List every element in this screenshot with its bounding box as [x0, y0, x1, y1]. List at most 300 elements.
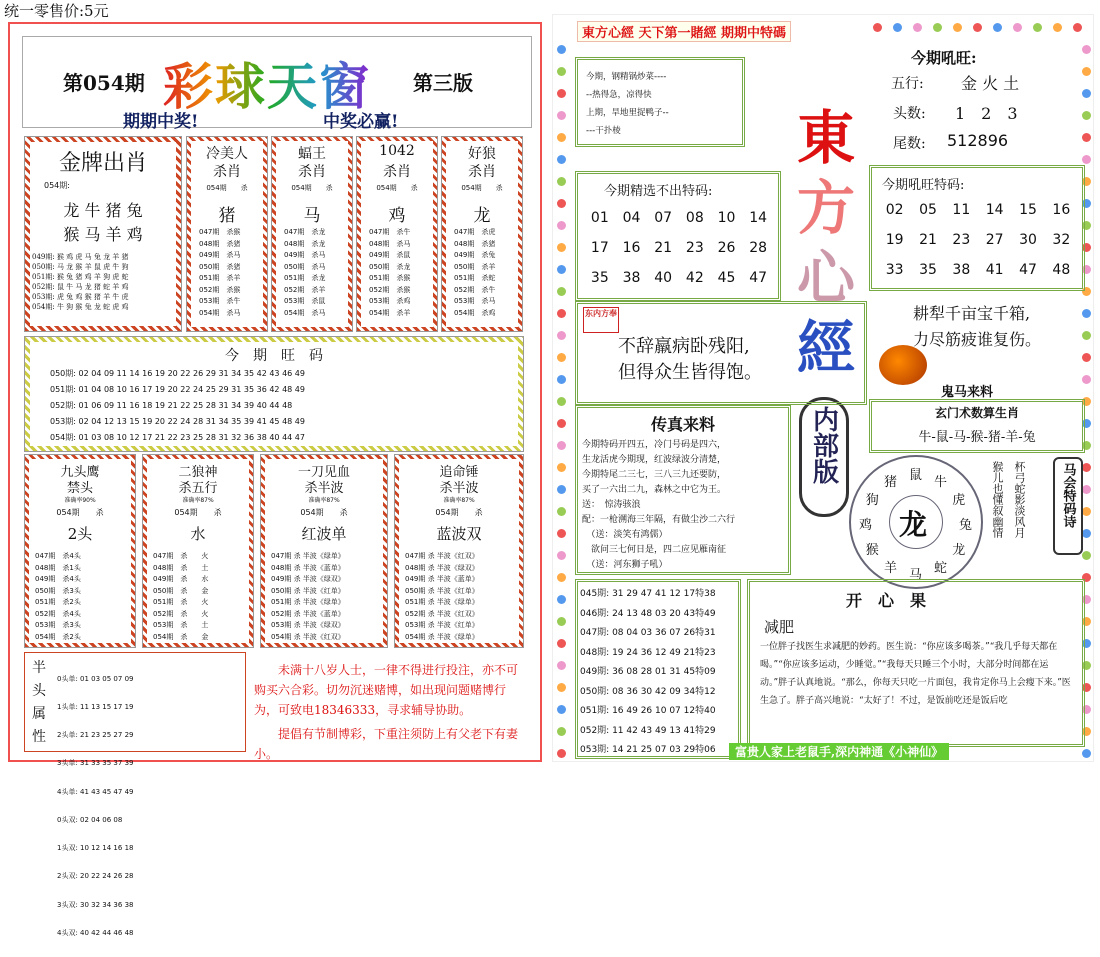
tiger-icon [879, 345, 927, 385]
subtitle-badge: 内部版 [799, 397, 849, 517]
kill-history-row: 051期 杀蛇 [454, 274, 496, 282]
kill-history-row: 049期 杀鼠 [369, 251, 411, 259]
title-char: 方 [796, 174, 855, 242]
half-row: 3头双: 30 32 34 36 38 [57, 900, 134, 909]
zodiac-wheel [849, 455, 983, 589]
wang-box [24, 336, 524, 452]
flower-icon [1082, 749, 1091, 758]
chuanzhen-title: 传真来料 [650, 415, 715, 434]
number-cell: 21 [919, 232, 937, 248]
hou-grid [878, 202, 1078, 278]
number-cell: 35 [919, 262, 937, 278]
kill-history [284, 227, 325, 319]
kill-main: 龙 [473, 206, 491, 226]
couplet [913, 301, 1041, 353]
title-char: 心 [796, 244, 855, 312]
flower-icon [557, 705, 566, 714]
lower-kill-box [142, 454, 254, 648]
wheel-zodiac: 虎 [952, 493, 966, 508]
flower-icon [557, 419, 566, 428]
history-box [575, 579, 741, 759]
lower-history-row: 047期 杀 火 [153, 552, 209, 560]
number-cell: 10 [717, 210, 736, 226]
wheel-center: 龙 [899, 508, 928, 541]
half-row: 3头单: 31 33 35 37 39 [57, 759, 134, 768]
flower-icon [557, 67, 566, 76]
wheel-zodiac: 羊 [884, 561, 898, 577]
lower-history-row: 049期 杀 半波《绿双》 [271, 575, 345, 583]
half-row: 0头单: 01 03 05 07 09 [57, 674, 134, 683]
kill-history-row: 052期 杀牛 [454, 285, 496, 294]
number-cell: 28 [749, 240, 768, 256]
number-cell: 30 [1019, 232, 1037, 248]
kill-history-row: 051期 杀羊 [199, 274, 241, 282]
lower-history-row: 050期 杀 半波《红单》 [405, 586, 479, 595]
lower-history-row: 053期 杀 半波《绿双》 [271, 621, 345, 629]
number-cell: 23 [685, 240, 704, 256]
kill-title: 冷美人 [206, 146, 248, 162]
flower-icon [557, 155, 566, 164]
poem-box [575, 57, 745, 147]
lower-history-row: 052期 杀 半波《蓝单》 [271, 609, 345, 618]
history-row: 052期: 11 42 43 49 13 41特29 [580, 725, 716, 736]
kill-history-row: 054期 杀羊 [369, 308, 411, 317]
flower-icon [557, 463, 566, 472]
lower-history-row: 051期 杀2头 [35, 598, 81, 606]
kill-zodiac-box [271, 136, 353, 332]
number-cell: 33 [885, 262, 904, 278]
kill-main: 鸡 [388, 206, 406, 226]
number-cell: 23 [952, 232, 971, 248]
kill-issue: 054期 杀 [461, 184, 503, 192]
title-char: 經 [796, 314, 855, 382]
number-cell: 38 [952, 262, 971, 278]
half-head-box [24, 652, 246, 937]
flower-icon [1073, 23, 1082, 32]
wheel-zodiac: 蛇 [934, 561, 948, 577]
flower-icon [557, 111, 566, 120]
wheel-zodiac: 猪 [884, 474, 898, 490]
lower-kill-box [260, 454, 388, 648]
kill-history-row: 052期 杀猴 [369, 285, 411, 294]
number-cell: 08 [685, 210, 704, 226]
lower-title: 九头鹰 [60, 465, 100, 480]
tiger-label: 鬼马来料 [941, 385, 994, 400]
lower-history-row: 049期 杀4头 [35, 575, 81, 583]
flower-icon [557, 287, 566, 296]
flower-icon [893, 23, 902, 32]
lower-subtitle: 禁头 [66, 481, 93, 496]
gold-line1: 龙 牛 猪 兔 [63, 201, 143, 220]
slogan-line: 不辞羸病卧残阳, [618, 336, 750, 357]
history-rows [580, 585, 716, 761]
lower-issue: 054期 杀 [174, 508, 222, 517]
logo: 彩球天窗 [163, 47, 371, 119]
not-out-grid [584, 210, 774, 286]
poem-line: --热得急，凉得快 [586, 90, 652, 100]
history-row: 050期: 08 36 30 42 09 34特12 [580, 686, 716, 697]
number-cell: 21 [654, 240, 673, 256]
flower-icon [557, 683, 566, 692]
lower-history-row: 054期 杀 半波《红双》 [271, 632, 345, 641]
lower-subtitle: 杀半波 [304, 481, 344, 496]
kill-zodiac-box [186, 136, 268, 332]
kill-history-row: 053期 杀鼠 [284, 297, 326, 305]
kill-subtitle: 杀肖 [468, 164, 496, 180]
flower-icon [557, 133, 566, 142]
half-head-label: 半 头 属 性 [32, 660, 46, 745]
lower-history-row: 054期 杀 半波《绿单》 [405, 632, 479, 641]
gold-history-row: 051期: 猴 兔 猪 鸡 羊 狗 虎 蛇 [32, 273, 129, 281]
wheel-zodiac: 兔 [959, 518, 973, 533]
wuxing-value: 金 火 土 [961, 74, 1020, 93]
kill-history-row: 048期 杀猪 [199, 239, 241, 248]
kill-history-row: 050期 杀马 [284, 262, 326, 271]
lower-kill-box [24, 454, 136, 648]
flower-icon [1033, 23, 1042, 32]
flower-icon [557, 45, 566, 54]
lower-history-row: 054期 杀 金 [153, 632, 209, 641]
flower-icon [1053, 23, 1062, 32]
flower-icon [557, 639, 566, 648]
flower-icon [1013, 23, 1022, 32]
lower-title: 追命锤 [439, 465, 479, 480]
flower-icon [557, 353, 566, 362]
lower-history-row: 048期 杀 半波《绿双》 [405, 563, 479, 572]
number-cell: 07 [654, 210, 673, 226]
kill-history-row: 049期 杀马 [284, 251, 326, 259]
kill-history [199, 227, 240, 319]
flower-icon [557, 617, 566, 626]
stamp: 东内方奉 [583, 307, 619, 333]
lower-history-row: 050期 杀 半波《红单》 [271, 586, 345, 595]
kill-history-row: 047期 杀龙 [284, 228, 326, 236]
wuxing-label: 五行: [891, 76, 924, 92]
kill-history-row: 054期 杀鸡 [454, 308, 496, 317]
left-page [8, 22, 542, 937]
kill-history-row: 051期 杀猴 [369, 274, 411, 282]
kill-history-row: 048期 杀猪 [454, 239, 496, 248]
flower-icon [1082, 463, 1091, 472]
not-out-box [575, 171, 781, 301]
lower-title: 一刀见血 [297, 465, 350, 480]
kill-history-row: 050期 杀猪 [199, 262, 241, 271]
half-row: 1头单: 11 13 15 17 19 [57, 703, 134, 712]
half-row: 2头双: 20 22 24 26 28 [57, 872, 134, 881]
kill-history-row: 052期 杀羊 [284, 285, 326, 294]
slogan-box [575, 301, 867, 405]
wheel-zodiac: 鼠 [909, 468, 923, 483]
number-cell: 45 [717, 270, 736, 286]
number-cell: 16 [1052, 202, 1071, 218]
kill-title: 1042 [379, 143, 415, 159]
lower-history-row: 053期 杀 半波《红单》 [405, 621, 479, 629]
wang-row: 051期: 01 04 08 10 16 17 19 20 22 24 25 29 31 35 36 42 48 49 [50, 385, 305, 394]
kaixin-text: 一位胖子找医生求减肥的妙药。医生说：“你应该多喝茶。”“我几乎每天都在喝。”“你应该多运动，少睡觉。”“我每天只睡三个小时，大部分时间都在运动。”胖子认真地说。“那么，你每天只吃一片面包，我肯定你马上会瘦下来。”医生急了。胖子高兴地说：“太好了！不过，是饭前吃还是饭后吃 [760, 642, 1071, 706]
kaixin-title: 开 心 果 [846, 591, 927, 610]
lower-main: 水 [190, 525, 206, 543]
gold-history-row: 052期: 鼠 牛 马 龙 猪 蛇 羊 鸡 [32, 283, 129, 291]
lower-history-row: 049期 杀 水 [153, 575, 209, 583]
kill-history-row: 053期 杀牛 [199, 297, 241, 305]
number-cell: 19 [885, 232, 904, 248]
kill-history-row: 053期 杀鸡 [369, 297, 411, 305]
flower-icon [557, 331, 566, 340]
flower-icon [557, 265, 566, 274]
kill-subtitle: 杀肖 [213, 164, 241, 180]
flower-icon [1082, 309, 1091, 318]
right-page [552, 14, 1094, 762]
number-cell: 38 [622, 270, 641, 286]
flower-icon [1082, 353, 1091, 362]
number-cell: 02 [885, 202, 904, 218]
lower-history-row: 047期 杀 半波《绿单》 [271, 552, 345, 560]
chuanzhen-box [575, 405, 791, 575]
side-stamp: 马会特码诗 [1053, 457, 1083, 555]
wheel-zodiac: 鸡 [859, 518, 873, 533]
wang-row: 053期: 02 04 12 13 15 19 20 22 24 28 31 34 35 39 41 45 48 49 [50, 417, 305, 426]
left-header [22, 36, 532, 132]
flower-icon [557, 485, 566, 494]
wang-row: 050期: 02 04 09 11 14 16 19 20 22 26 29 31 34 35 42 43 46 49 [50, 369, 305, 378]
wei-label: 尾数: [893, 136, 926, 152]
flower-icon [557, 441, 566, 450]
kill-main: 猪 [218, 206, 236, 226]
wei-value: 512896 [947, 131, 1009, 150]
lower-history-row: 047期 杀 半波《红双》 [405, 552, 479, 560]
lower-history-row: 048期 杀 土 [153, 563, 209, 572]
kill-history [454, 227, 495, 319]
zodiac-box [869, 399, 1085, 453]
gold-history [32, 252, 129, 312]
flower-icon [557, 309, 566, 318]
number-cell: 26 [717, 240, 736, 256]
zodiac-list: 牛-鼠-马-猴-猪-羊-兔 [918, 430, 1036, 445]
flower-icon [557, 595, 566, 604]
flower-icon [557, 661, 566, 670]
notice-text: 未满十八岁人士，一律不得进行投注，亦不可购买六合彩。切勿沉迷赌博，如出现问题赌博行为，可致电18346333，寻求辅导协助。 [254, 663, 519, 717]
poem-line: ---干扑棱 [586, 126, 621, 136]
flower-icon [557, 573, 566, 582]
hou-title: 今期吼旺特码: [882, 178, 965, 193]
tou-value: 1 2 3 [955, 104, 1018, 123]
kill-history-row: 047期 杀猴 [199, 228, 241, 236]
kill-history-row: 048期 杀龙 [284, 239, 326, 248]
lower-rate: 准确率90% [64, 497, 96, 504]
number-cell: 48 [1052, 262, 1071, 278]
hou-wang-panel [871, 41, 1087, 171]
couplet-line: 力尽筋疲谁复伤。 [913, 330, 1042, 349]
lower-history-row: 048期 杀1头 [35, 563, 81, 572]
half-row: 4头双: 40 42 44 46 48 [57, 928, 134, 937]
flower-icon [557, 529, 566, 538]
flower-icon [557, 177, 566, 186]
gold-title: 金牌出肖 [58, 151, 147, 176]
half-row: 0头双: 02 04 06 08 [57, 815, 123, 824]
lower-main: 蓝波双 [436, 525, 482, 543]
flower-icon [1082, 485, 1091, 494]
hou-box [869, 165, 1085, 291]
number-cell: 15 [1019, 202, 1037, 218]
half-row: 4头单: 41 43 45 47 49 [57, 787, 134, 796]
flower-icon [1082, 507, 1091, 516]
number-cell: 47 [1019, 262, 1037, 278]
edition: 第三版 [413, 71, 473, 95]
wheel-zodiac: 牛 [934, 474, 948, 490]
lower-history-row: 050期 杀3头 [35, 586, 81, 595]
wheel-zodiac: 马 [909, 568, 923, 583]
gold-box [24, 136, 182, 332]
slogan-line: 但得众生皆得饱。 [618, 362, 762, 383]
kill-issue: 054期 杀 [291, 184, 333, 192]
kill-history-row: 048期 杀马 [369, 239, 411, 248]
kill-history-row: 049期 杀马 [199, 251, 241, 259]
number-cell: 32 [1052, 232, 1071, 248]
number-cell: 04 [622, 210, 641, 226]
wang-rows [50, 366, 305, 446]
flower-icon [913, 23, 922, 32]
kill-subtitle: 杀肖 [298, 164, 326, 180]
number-cell: 47 [749, 270, 768, 286]
lower-history-row: 053期 杀 土 [153, 621, 209, 629]
lower-history-row: 050期 杀 金 [153, 586, 209, 595]
gold-history-row: 050期: 马 龙 猴 羊 鼠 虎 牛 狗 [32, 263, 129, 271]
flower-icon [1082, 551, 1091, 560]
number-cell: 14 [749, 210, 768, 226]
kill-history-row: 047期 杀虎 [454, 228, 496, 236]
kill-zodiac-box [441, 136, 523, 332]
issue-number: 第054期 [63, 71, 145, 95]
lower-history-row: 048期 杀 半波《蓝单》 [271, 563, 345, 572]
retail-price: 统一零售价:5元 [4, 2, 109, 20]
gold-issue: 054期: [44, 181, 70, 190]
number-cell: 41 [985, 262, 1004, 278]
zodiac-title: 玄门术数算生肖 [934, 406, 1019, 420]
poem-line: 今期，钢精锅炒菜---- [586, 72, 667, 82]
history-row: 047期: 08 04 03 36 07 26特31 [580, 628, 716, 638]
side-poem: 猴儿也懂叙幽情 杯弓蛇影淡风月 [991, 461, 1026, 538]
number-cell: 05 [919, 202, 937, 218]
poem-line: 上期，旱地里捉鸭子-- [586, 108, 669, 118]
wheel-zodiac: 猴 [865, 543, 879, 558]
slogan-left: 期期中奖! [123, 112, 199, 132]
half-row: 2头单: 21 23 25 27 29 [57, 731, 134, 740]
kill-history-row: 047期 杀牛 [369, 228, 411, 236]
lower-history-row: 049期 杀 半波《蓝单》 [405, 575, 479, 583]
kill-main: 马 [303, 206, 321, 226]
kill-issue: 054期 杀 [376, 184, 418, 192]
bottom-banner: 富贵人家上老鼠手,深内神通《小神仙》 [729, 743, 949, 760]
flower-icon [557, 221, 566, 230]
number-cell: 01 [590, 210, 609, 226]
history-row: 045期: 31 29 47 41 12 17特38 [580, 589, 716, 599]
lower-history-row: 051期 杀 半波《绿单》 [271, 598, 345, 606]
kaixin-sub: 减肥 [764, 618, 795, 636]
kill-history-row: 054期 杀马 [199, 308, 241, 317]
number-cell: 17 [590, 240, 609, 256]
lower-history [271, 551, 345, 643]
kill-history-row: 050期 杀羊 [454, 262, 496, 271]
kill-issue: 054期 杀 [206, 184, 248, 192]
slogan-right: 中奖必赢! [323, 112, 399, 132]
lower-history-row: 051期 杀 火 [153, 598, 209, 606]
wheel-zodiac: 狗 [865, 493, 879, 508]
kill-title: 蝠王 [298, 146, 326, 162]
lower-history [405, 551, 479, 643]
lower-issue: 054期 杀 [435, 508, 483, 517]
half-row: 1头双: 10 12 14 16 18 [57, 844, 134, 853]
flower-icon [933, 23, 942, 32]
history-row: 051期: 16 49 26 10 07 12特40 [580, 706, 716, 716]
lower-history-row: 047期 杀4头 [35, 552, 81, 560]
title-char: 東 [796, 104, 855, 172]
chuanzhen-lines: 今期特码开四五，冷门号码是四六， 生龙活虎今期现，红波绿波分清楚， 今期特尾二三七，三八三九还要防， 买了一六出二九，森林之中它为王。 送： 惊涛骇浪 配：一枪溯海三年隔，有做尘沙二六行 （送：淡笑有鸿儒） 欲问三七何日是，四二应见雁南征 （送：河东狮子吼） [582, 440, 736, 570]
wheel-zodiac: 龙 [952, 543, 966, 558]
kill-history [369, 227, 410, 319]
hou-wang-title: 今期吼旺: [911, 49, 977, 67]
kill-history-row: 051期 杀龙 [284, 274, 326, 282]
number-cell: 11 [952, 202, 971, 218]
flower-icon [557, 507, 566, 516]
tou-label: 头数: [893, 106, 926, 122]
kill-zodiac-box [356, 136, 438, 332]
not-out-title: 今期精选不出特码: [604, 184, 713, 199]
lower-history-row: 052期 杀 火 [153, 609, 209, 618]
wang-title: 今 期 旺 码 [225, 348, 323, 364]
lower-rate: 准确率87% [443, 497, 475, 504]
wang-row: 054期: 01 03 08 10 12 17 21 22 23 25 28 31 32 36 38 40 44 47 [50, 433, 305, 442]
number-cell: 14 [985, 202, 1004, 218]
gold-history-row: 054期: 牛 狗 猴 兔 龙 蛇 虎 鸡 [32, 303, 129, 311]
flower-icon [557, 727, 566, 736]
kill-title: 好狼 [468, 146, 496, 162]
lower-history-row: 053期 杀3头 [35, 621, 81, 629]
flower-icon [1082, 375, 1091, 384]
gold-history-row: 053期: 虎 兔 鸡 猴 猪 羊 牛 虎 [32, 293, 129, 301]
kaixin-box [747, 579, 1085, 747]
lower-title: 二狼神 [178, 465, 218, 480]
lower-main: 2头 [67, 525, 93, 543]
lower-history-row: 054期 杀2头 [35, 632, 81, 641]
flower-icon [557, 749, 566, 758]
number-cell: 40 [654, 270, 673, 286]
gold-history-row: 049期: 猴 鸡 虎 马 兔 龙 羊 猪 [32, 253, 129, 261]
lower-issue: 054期 杀 [300, 508, 348, 517]
half-head-rows [57, 656, 133, 957]
number-cell: 35 [590, 270, 609, 286]
lower-subtitle: 杀五行 [178, 481, 218, 496]
flower-icon [557, 397, 566, 406]
kill-history-row: 052期 杀猴 [199, 285, 241, 294]
kill-subtitle: 杀肖 [383, 164, 411, 180]
kill-history-row: 054期 杀马 [284, 308, 326, 317]
lower-history-row: 052期 杀 半波《红双》 [405, 609, 479, 618]
flower-icon [873, 23, 882, 32]
flower-icon [993, 23, 1002, 32]
lower-history-row: 052期 杀4头 [35, 609, 81, 618]
lower-history [153, 551, 208, 643]
flower-icon [557, 199, 566, 208]
lower-issue: 054期 杀 [56, 508, 104, 517]
flower-icon [557, 243, 566, 252]
flower-icon [953, 23, 962, 32]
history-row: 049期: 36 08 28 01 31 45特09 [580, 667, 716, 677]
wang-row: 052期: 01 06 09 11 16 18 19 21 22 25 28 31 34 39 40 44 48 [50, 401, 293, 410]
flower-icon [1082, 529, 1091, 538]
lower-rate: 准确率87% [308, 497, 340, 504]
history-row: 053期: 14 21 25 07 03 29特06 [580, 745, 716, 755]
kill-history-row: 050期 杀龙 [369, 262, 411, 271]
